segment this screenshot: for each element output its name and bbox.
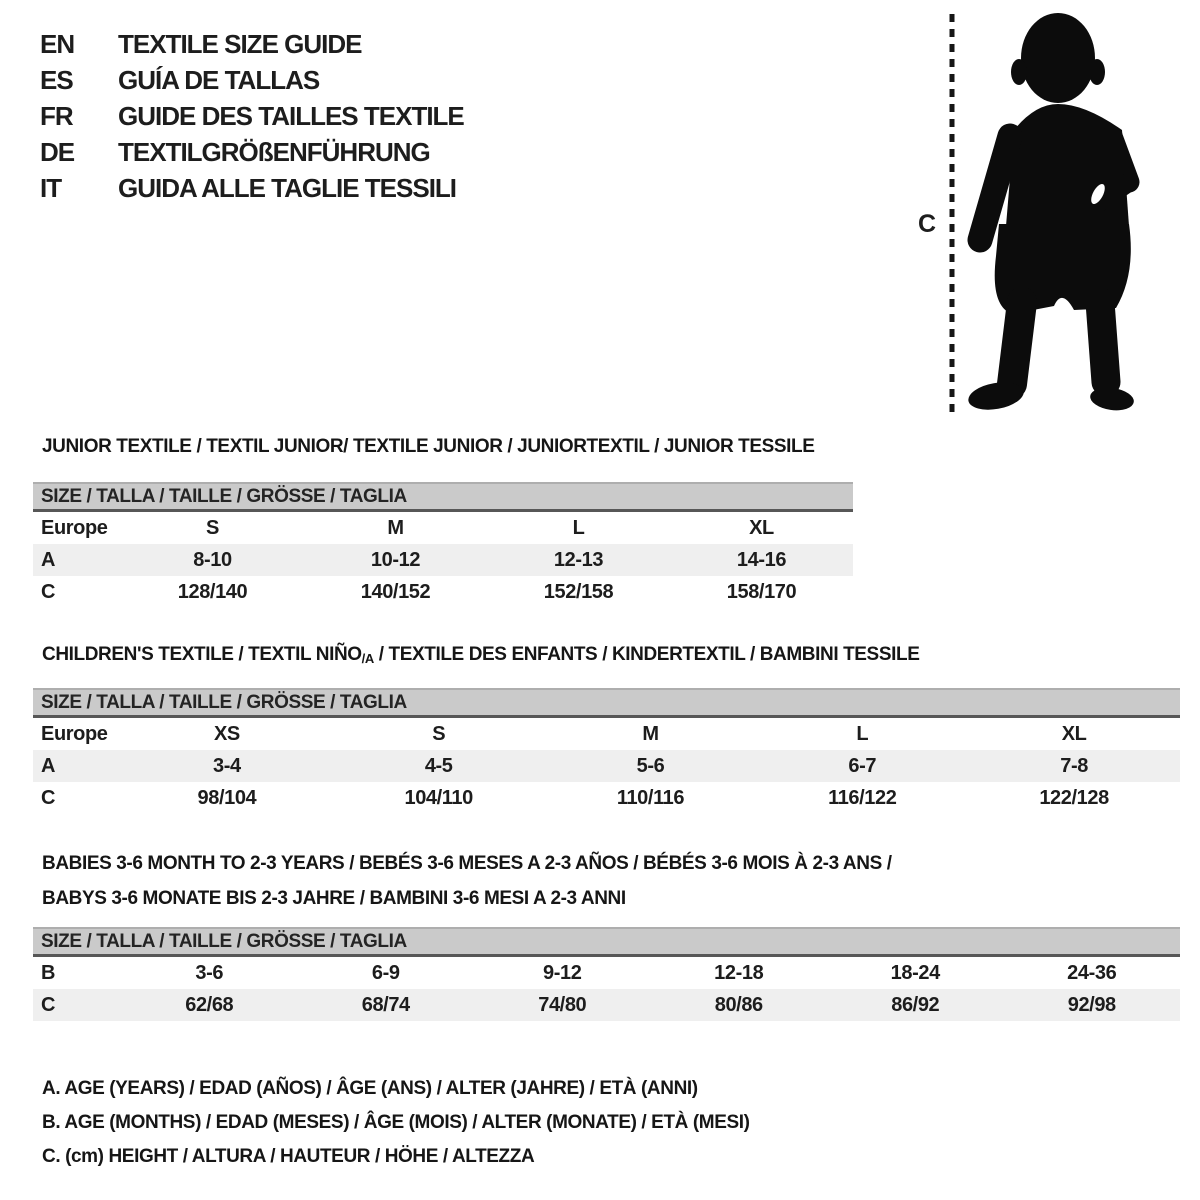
legend-line-c: C. (cm) HEIGHT / ALTURA / HAUTEUR / HÖHE / ALTEZZA [42, 1146, 535, 1167]
row-label: Europe [41, 517, 108, 539]
size-value: S [432, 723, 446, 745]
table-row-c [33, 782, 1180, 814]
title-block [40, 26, 464, 206]
table-row-europe [33, 718, 1180, 750]
size-value: M [387, 517, 404, 539]
table-row-c [33, 989, 1180, 1021]
row-label: A [41, 549, 56, 571]
size-value: 86/92 [891, 994, 940, 1016]
size-value: 3-6 [195, 962, 224, 984]
size-value: 18-24 [890, 962, 940, 984]
table-row-a [33, 750, 1180, 782]
title-row-es [40, 62, 464, 98]
page-title-es: GUÍA DE TALLAS [118, 64, 320, 95]
babies-size-table [33, 927, 1180, 1021]
heading-text: / TEXTILE DES ENFANTS / KINDERTEXTIL / BAMBINI TESSILE [373, 644, 920, 665]
size-value: 104/110 [404, 787, 473, 809]
size-value: 98/104 [197, 787, 257, 809]
size-value: 12-13 [553, 549, 604, 571]
size-value: 7-8 [1060, 755, 1088, 777]
size-value: XL [1061, 723, 1087, 745]
size-value: 3-4 [213, 755, 241, 777]
language-code: FR [40, 100, 73, 131]
title-row-fr [40, 98, 464, 134]
size-value: XL [749, 517, 774, 539]
heading-text: CHILDREN'S TEXTILE / TEXTIL NIÑO [42, 644, 362, 665]
size-value: 12-18 [714, 962, 764, 984]
size-value: S [206, 517, 219, 539]
legend-line-b: B. AGE (MONTHS) / EDAD (MESES) / ÂGE (MOIS) / ALTER (MONATE) / ETÀ (MESI) [42, 1112, 750, 1133]
language-code: ES [40, 64, 73, 95]
page-title-de: TEXTILGRÖßENFÜHRUNG [118, 136, 430, 167]
table-row-europe [33, 512, 853, 544]
size-value: 62/68 [185, 994, 234, 1016]
size-value: 6-7 [848, 755, 877, 777]
size-value: 68/74 [361, 994, 410, 1016]
size-value: 4-5 [424, 755, 453, 777]
size-value: 110/116 [616, 787, 685, 809]
size-value: 158/170 [726, 581, 797, 603]
size-table-header-band: SIZE / TALLA / TAILLE / GRÖSSE / TAGLIA [33, 688, 1180, 718]
size-value: 74/80 [538, 994, 587, 1016]
section-heading-junior: JUNIOR TEXTILE / TEXTIL JUNIOR/ TEXTILE JUNIOR / JUNIORTEXTIL / JUNIOR TESSILE [42, 436, 815, 457]
title-row-de [40, 134, 464, 170]
row-label: C [41, 787, 56, 809]
children-size-table [33, 688, 1180, 814]
size-value: 80/86 [714, 994, 763, 1016]
section-heading-babies [42, 846, 892, 916]
size-value: 14-16 [736, 549, 787, 571]
size-value: 9-12 [543, 962, 582, 984]
size-value: 24-36 [1067, 962, 1117, 984]
size-value: 128/140 [177, 581, 248, 603]
toddler-silhouette-icon [940, 6, 1150, 424]
size-value: 140/152 [360, 581, 431, 603]
section-heading-children [42, 644, 919, 666]
size-value: 92/98 [1067, 994, 1116, 1016]
heading-line-1: BABIES 3-6 MONTH TO 2-3 YEARS / BEBÉS 3-6 MESES A 2-3 AÑOS / BÉBÉS 3-6 MOIS À 2-3 ANS / [42, 853, 892, 874]
size-value: 6-9 [371, 962, 400, 984]
row-label: Europe [41, 723, 108, 745]
size-value: L [572, 517, 585, 539]
size-value: 5-6 [636, 755, 665, 777]
height-measure-figure [916, 6, 1166, 431]
heading-subscript: /A [361, 651, 374, 666]
size-value: 10-12 [370, 549, 421, 571]
size-value: 122/128 [1039, 787, 1109, 809]
page-title: TEXTILE SIZE GUIDE [118, 28, 362, 59]
legend-line-a: A. AGE (YEARS) / EDAD (AÑOS) / ÂGE (ANS) / ALTER (JAHRE) / ETÀ (ANNI) [42, 1078, 698, 1099]
language-code: EN [40, 28, 75, 59]
row-label: B [41, 962, 56, 984]
size-value: L [856, 723, 869, 745]
size-value: M [642, 723, 659, 745]
height-measure-label: C [918, 210, 937, 238]
size-table-header-band: SIZE / TALLA / TAILLE / GRÖSSE / TAGLIA [33, 927, 1180, 957]
size-table-header-band: SIZE / TALLA / TAILLE / GRÖSSE / TAGLIA [33, 482, 853, 512]
measure-legend [42, 1072, 750, 1174]
title-row-it [40, 170, 464, 206]
row-label: C [41, 994, 56, 1016]
language-code: IT [40, 172, 62, 203]
row-label: C [41, 581, 56, 603]
page-title-fr: GUIDE DES TAILLES TEXTILE [118, 100, 464, 131]
language-code: DE [40, 136, 75, 167]
size-value: XS [213, 723, 240, 745]
size-value: 116/122 [828, 787, 897, 809]
row-label: A [41, 755, 56, 777]
table-row-a [33, 544, 853, 576]
junior-size-table [33, 482, 853, 608]
size-value: 152/158 [543, 581, 614, 603]
table-row-c [33, 576, 853, 608]
size-value: 8-10 [193, 549, 232, 571]
title-row-en [40, 26, 464, 62]
heading-line-2: BABYS 3-6 MONATE BIS 2-3 JAHRE / BAMBINI 3-6 MESI A 2-3 ANNI [42, 888, 626, 909]
page-title-it: GUIDA ALLE TAGLIE TESSILI [118, 172, 457, 203]
table-row-b [33, 957, 1180, 989]
